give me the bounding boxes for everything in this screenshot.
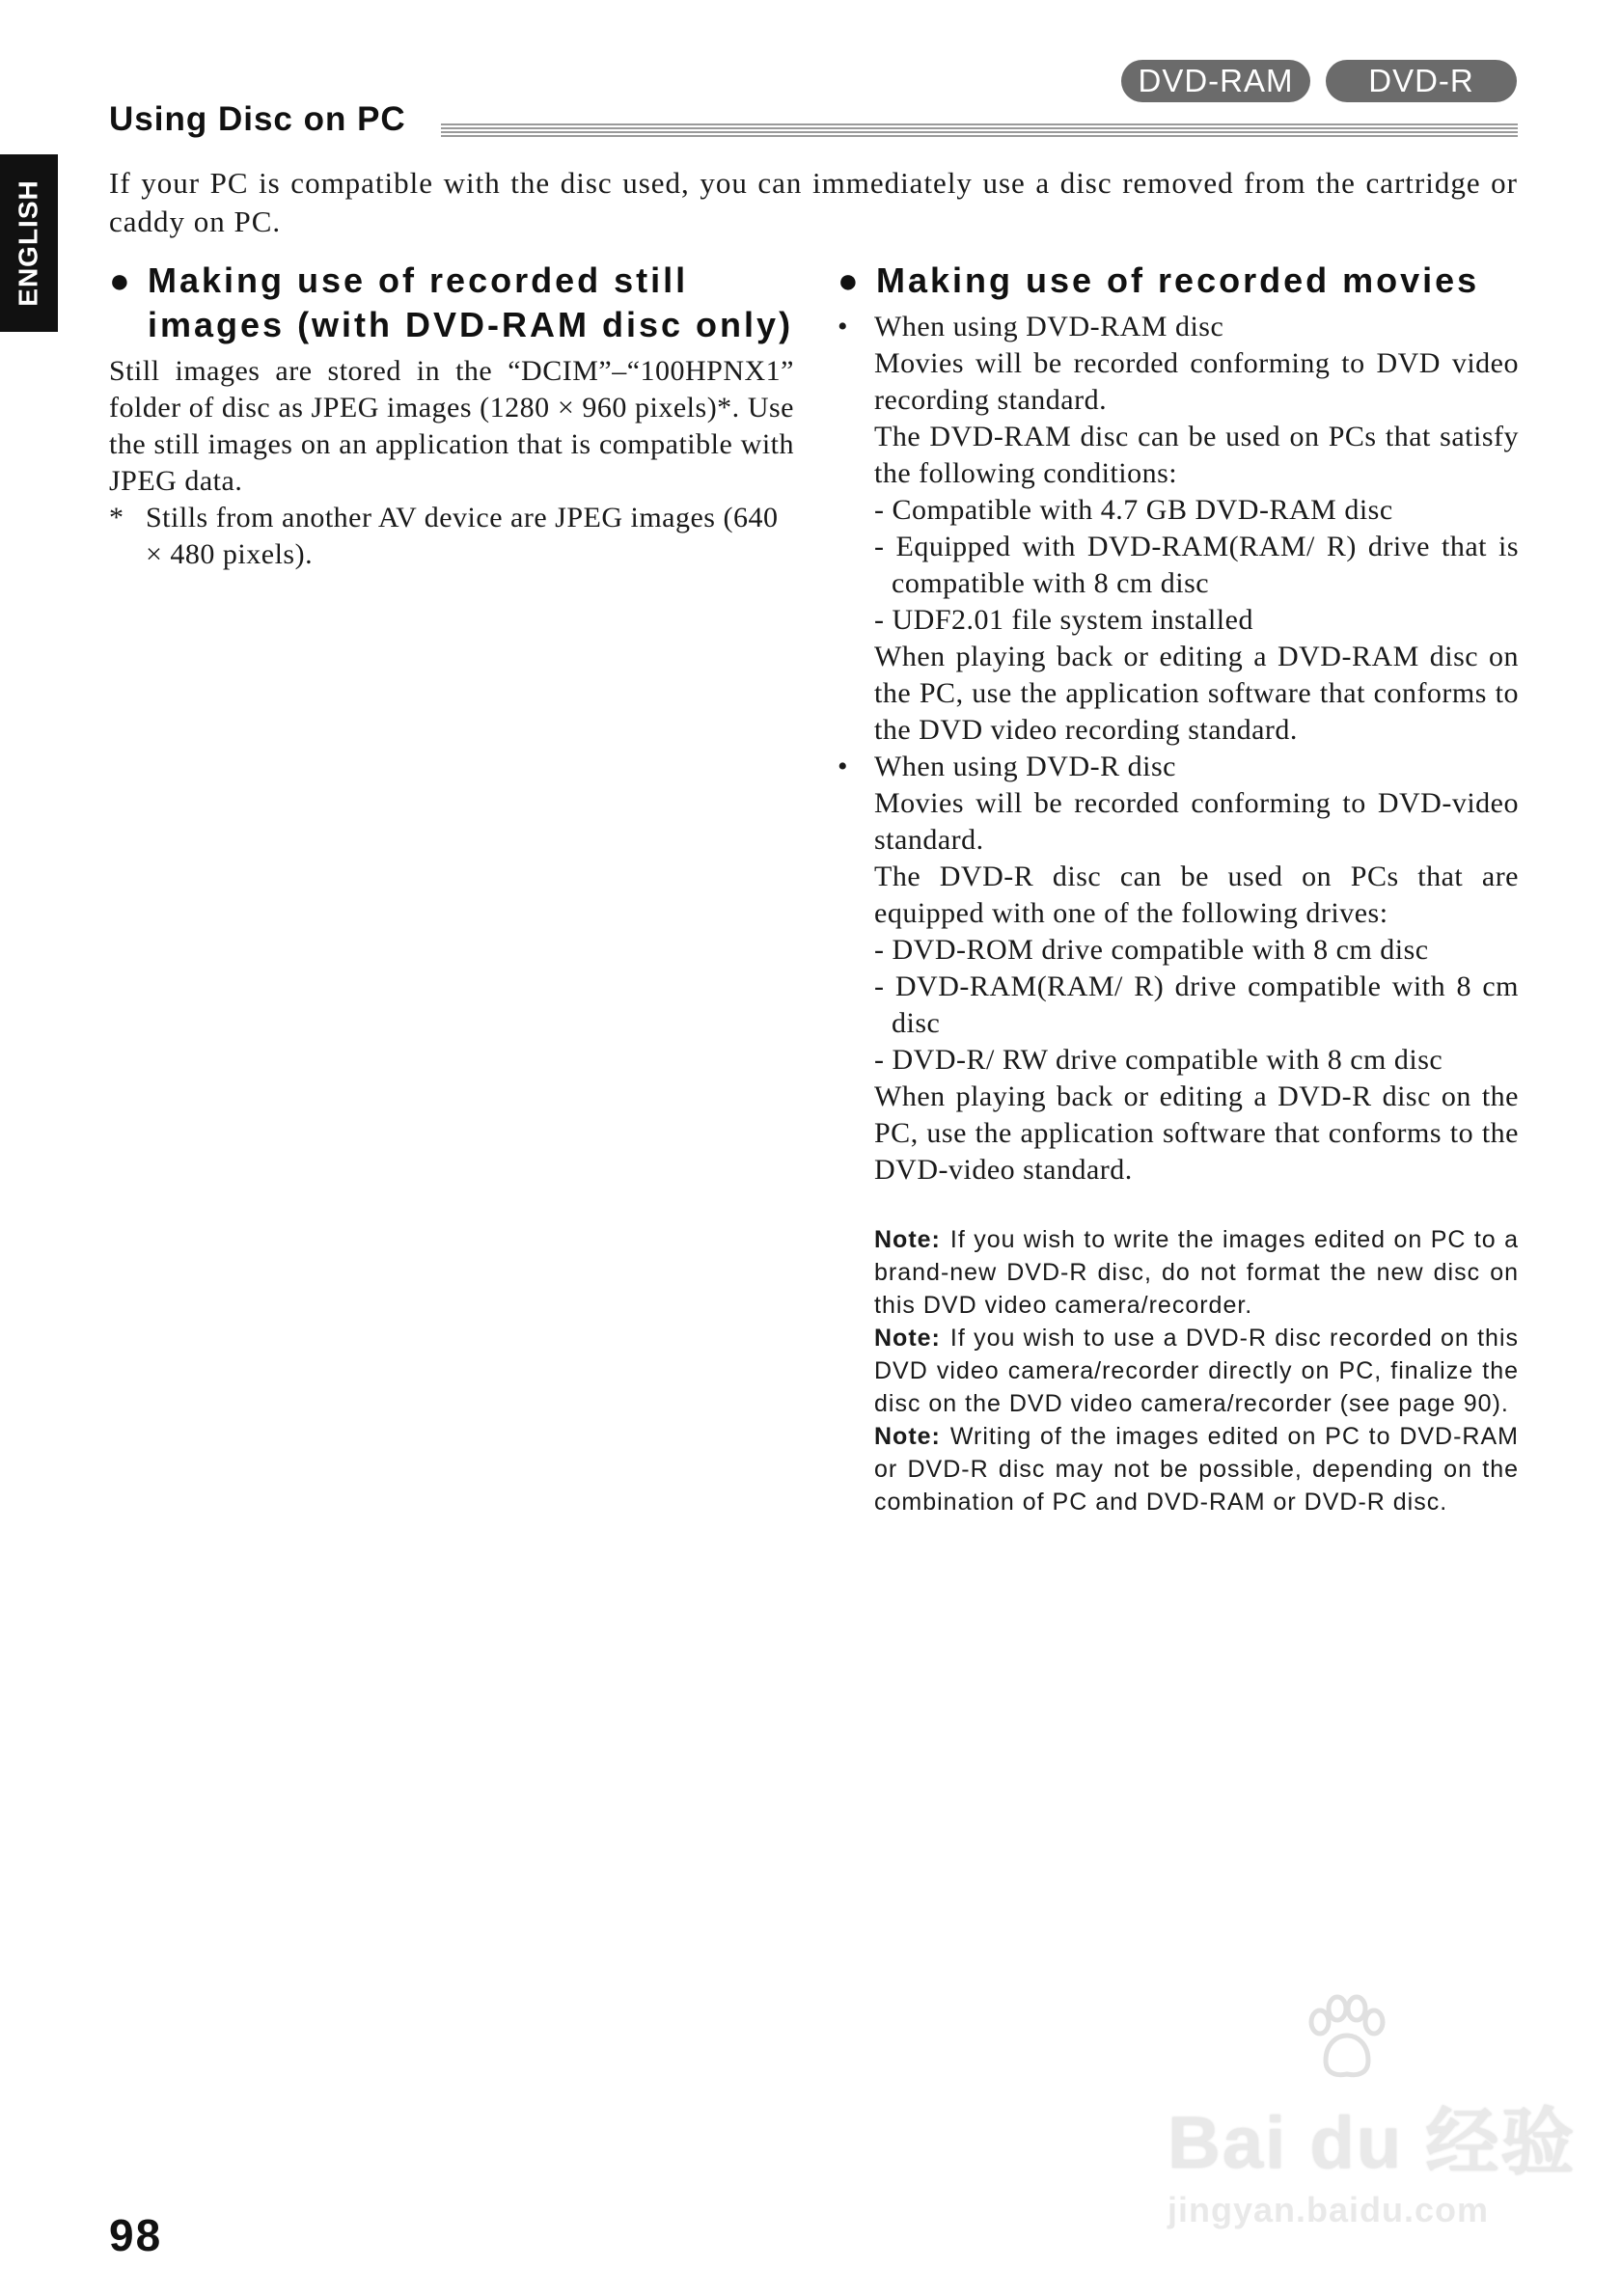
note-item [874,1223,1519,1322]
dvd-ram-condition: - UDF2.01 file system installed [874,604,1253,636]
footnote-text: Stills from another AV device are JPEG images (640 × 480 pixels). [146,502,779,570]
dvd-ram-condition: - Compatible with 4.7 GB DVD-RAM disc [874,494,1393,526]
dvd-r-title: When using DVD-R disc [874,751,1176,782]
dvd-r-p3: When playing back or editing a DVD-R disc on the PC, use the application software that conforms to the DVD-video standard. [874,1080,1519,1186]
left-column [109,259,794,573]
note-label: Note: [874,1226,941,1253]
asterisk-mark: * [109,502,124,533]
language-tab-label: ENGLISH [14,179,43,307]
dvd-ram-item [838,309,1519,749]
dvd-ram-badge: DVD-RAM [1121,60,1310,102]
still-images-footnote [109,500,794,573]
note-text: Writing of the images edited on PC to DVD-RAM or DVD-R disc may not be possible, depending on the combination of PC and DVD-RAM or DVD-R disc. [874,1423,1519,1516]
movies-heading [838,259,1519,303]
note-item [874,1420,1519,1518]
language-tab [0,154,58,332]
dvd-ram-p3: When playing back or editing a DVD-RAM disc on the PC, use the application software that conforms to the DVD video recording standard. [874,641,1519,746]
note-label: Note: [874,1325,941,1352]
paw-icon [1299,1993,1391,2086]
note-item [874,1322,1519,1420]
dvd-r-badge: DVD-R [1326,60,1517,102]
dvd-r-p1: Movies will be recorded conforming to DVD-video standard. [874,787,1519,856]
dvd-ram-title: When using DVD-RAM disc [874,311,1224,342]
title-rule [441,123,1518,137]
still-images-heading-text: Making use of recorded still images (with DVD-RAM disc only) [148,260,794,344]
still-images-heading [109,259,794,347]
dvd-r-drive: - DVD-ROM drive compatible with 8 cm disc [874,934,1429,966]
dvd-r-p2: The DVD-R disc can be used on PCs that are equipped with one of the following drives: [874,861,1519,929]
disc-type-badges [1121,60,1517,102]
list-bullet-icon: • [838,751,849,782]
dvd-ram-p2: The DVD-RAM disc can be used on PCs that satisfy the following conditions: [874,421,1519,489]
watermark-url: jingyan.baidu.com [1168,2190,1490,2229]
note-text: If you wish to use a DVD-R disc recorded on this DVD video camera/recorder directly on PC, finalize the disc on the DVD video camera/recorder (see page 90). [874,1325,1519,1417]
dvd-ram-condition: - Equipped with DVD-RAM(RAM/ R) drive that is compatible with 8 cm disc [874,531,1519,599]
list-bullet-icon: • [838,311,849,342]
note-text: If you wish to write the images edited on PC to a brand-new DVD-R disc, do not format the new disc on this DVD video camera/recorder. [874,1226,1519,1319]
watermark-logo: Bai du 经验 [1168,2102,1577,2184]
page-number: 98 [109,2210,163,2260]
dvd-r-item [838,749,1519,1189]
baidu-watermark [1148,1987,1577,2267]
bullet-dot-icon: ● [838,260,859,300]
section-title: Using Disc on PC [109,100,406,138]
right-column [838,259,1519,1518]
still-images-body: Still images are stored in the “DCIM”–“100HPNX1” folder of disc as JPEG images (1280 × 960 pixels)*. Use the still images on an application that is compatible with JPEG data. [109,355,794,497]
bullet-dot-icon: ● [109,260,130,300]
note-label: Note: [874,1423,941,1450]
dvd-ram-p1: Movies will be recorded conforming to DVD video recording standard. [874,347,1519,416]
dvd-r-drive: - DVD-RAM(RAM/ R) drive compatible with 8 cm disc [874,970,1519,1039]
dvd-r-drive: - DVD-R/ RW drive compatible with 8 cm disc [874,1044,1443,1076]
movies-heading-text: Making use of recorded movies [876,260,1480,300]
notes-block [874,1223,1519,1518]
intro-paragraph: If your PC is compatible with the disc used, you can immediately use a disc removed from the cartridge or caddy on PC. [109,166,1518,238]
